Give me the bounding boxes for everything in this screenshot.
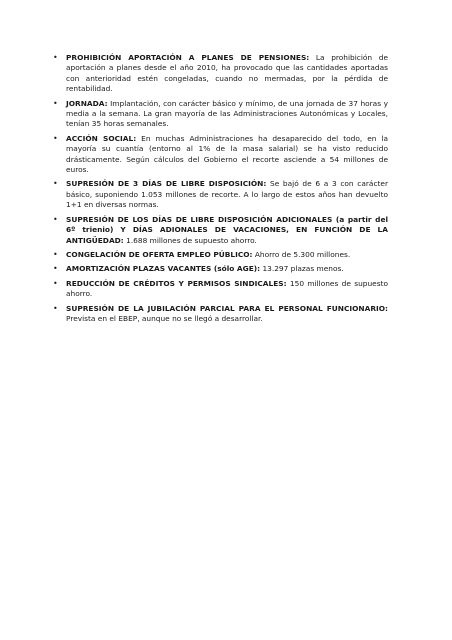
- item-text: 13.297 plazas menos.: [260, 264, 344, 274]
- bullet-icon: •: [53, 264, 58, 274]
- item-heading: CONGELACIÓN DE OFERTA EMPLEO PÚBLICO:: [66, 249, 253, 259]
- item-heading: REDUCCIÓN DE CRÉDITOS Y PERMISOS SINDICALES:: [66, 278, 287, 288]
- list-item: [53, 53, 388, 95]
- list-item: [53, 264, 388, 274]
- list-item: [53, 214, 388, 246]
- item-text: La prohibición de aportación a planes desde el año 2010, ha provocado que las cantidades aportadas con anterioridad estén congeladas, cuando no mermadas, por la pérdida de rentabilidad.: [66, 53, 388, 94]
- list-item: [53, 303, 388, 325]
- list-item: [53, 133, 388, 176]
- list-item: [53, 179, 388, 210]
- bullet-icon: •: [53, 133, 58, 143]
- list-item: [53, 249, 388, 260]
- bullet-icon: •: [53, 303, 58, 313]
- item-heading: SUPRESIÓN DE LA JUBILACIÓN PARCIAL PARA EL PERSONAL FUNCIONARIO:: [66, 303, 388, 313]
- item-text: En muchas Administraciones ha desaparecido del todo, en la mayoría su cuantía (entorno al 1% de la masa salarial) se ha visto reducido drásticamente. Según cálculos del Gobierno el recorte asciende a 54 millones de euros.: [66, 133, 388, 175]
- bullet-icon: •: [53, 53, 58, 62]
- item-heading: JORNADA:: [66, 98, 108, 108]
- bullet-icon: •: [53, 278, 58, 288]
- item-text: Se bajó de 6 a 3 con carácter básico, suponiendo 1.053 millones de recorte. A lo largo de estos años han devuelto 1+1 en diversas normas.: [66, 179, 388, 210]
- item-text: 150 millones de supuesto ahorro.: [66, 278, 388, 299]
- item-heading: SUPRESIÓN DE LOS DÍAS DE LIBRE DISPOSICIÓN ADICIONALES (a partir del 6º trienio) Y DÍAS ADIONALES DE VACACIONES, EN FUNCIÓN DE LA ANTIGÜEDAD:: [66, 214, 388, 245]
- bullet-icon: •: [53, 179, 58, 189]
- item-heading: AMORTIZACIÓN PLAZAS VACANTES (sólo AGE):: [66, 264, 261, 274]
- bullet-icon: •: [53, 98, 58, 108]
- bullet-icon: •: [53, 214, 58, 224]
- item-text: Ahorro de 5.300 millones.: [252, 249, 351, 259]
- list-item: [53, 98, 388, 130]
- item-heading: ACCIÓN SOCIAL:: [66, 133, 137, 143]
- item-text: 1.688 millones de supuesto ahorro.: [123, 235, 257, 245]
- cuts-list: [53, 53, 388, 328]
- item-heading: SUPRESIÓN DE 3 DÍAS DE LIBRE DISPOSICIÓN:: [66, 179, 267, 189]
- item-text: Prevista en el EBEP, aunque no se llegó a desarrollar.: [66, 313, 263, 323]
- item-text: Implantación, con carácter básico y mínimo, de una jornada de 37 horas y media a la semana. La gran mayoría de las Administraciones Autonómicas y Locales, tenían 35 horas semanales.: [66, 98, 388, 129]
- bullet-icon: •: [53, 249, 58, 259]
- list-item: [53, 278, 388, 300]
- item-heading: PROHIBICIÓN APORTACIÓN A PLANES DE PENSIONES:: [66, 53, 310, 62]
